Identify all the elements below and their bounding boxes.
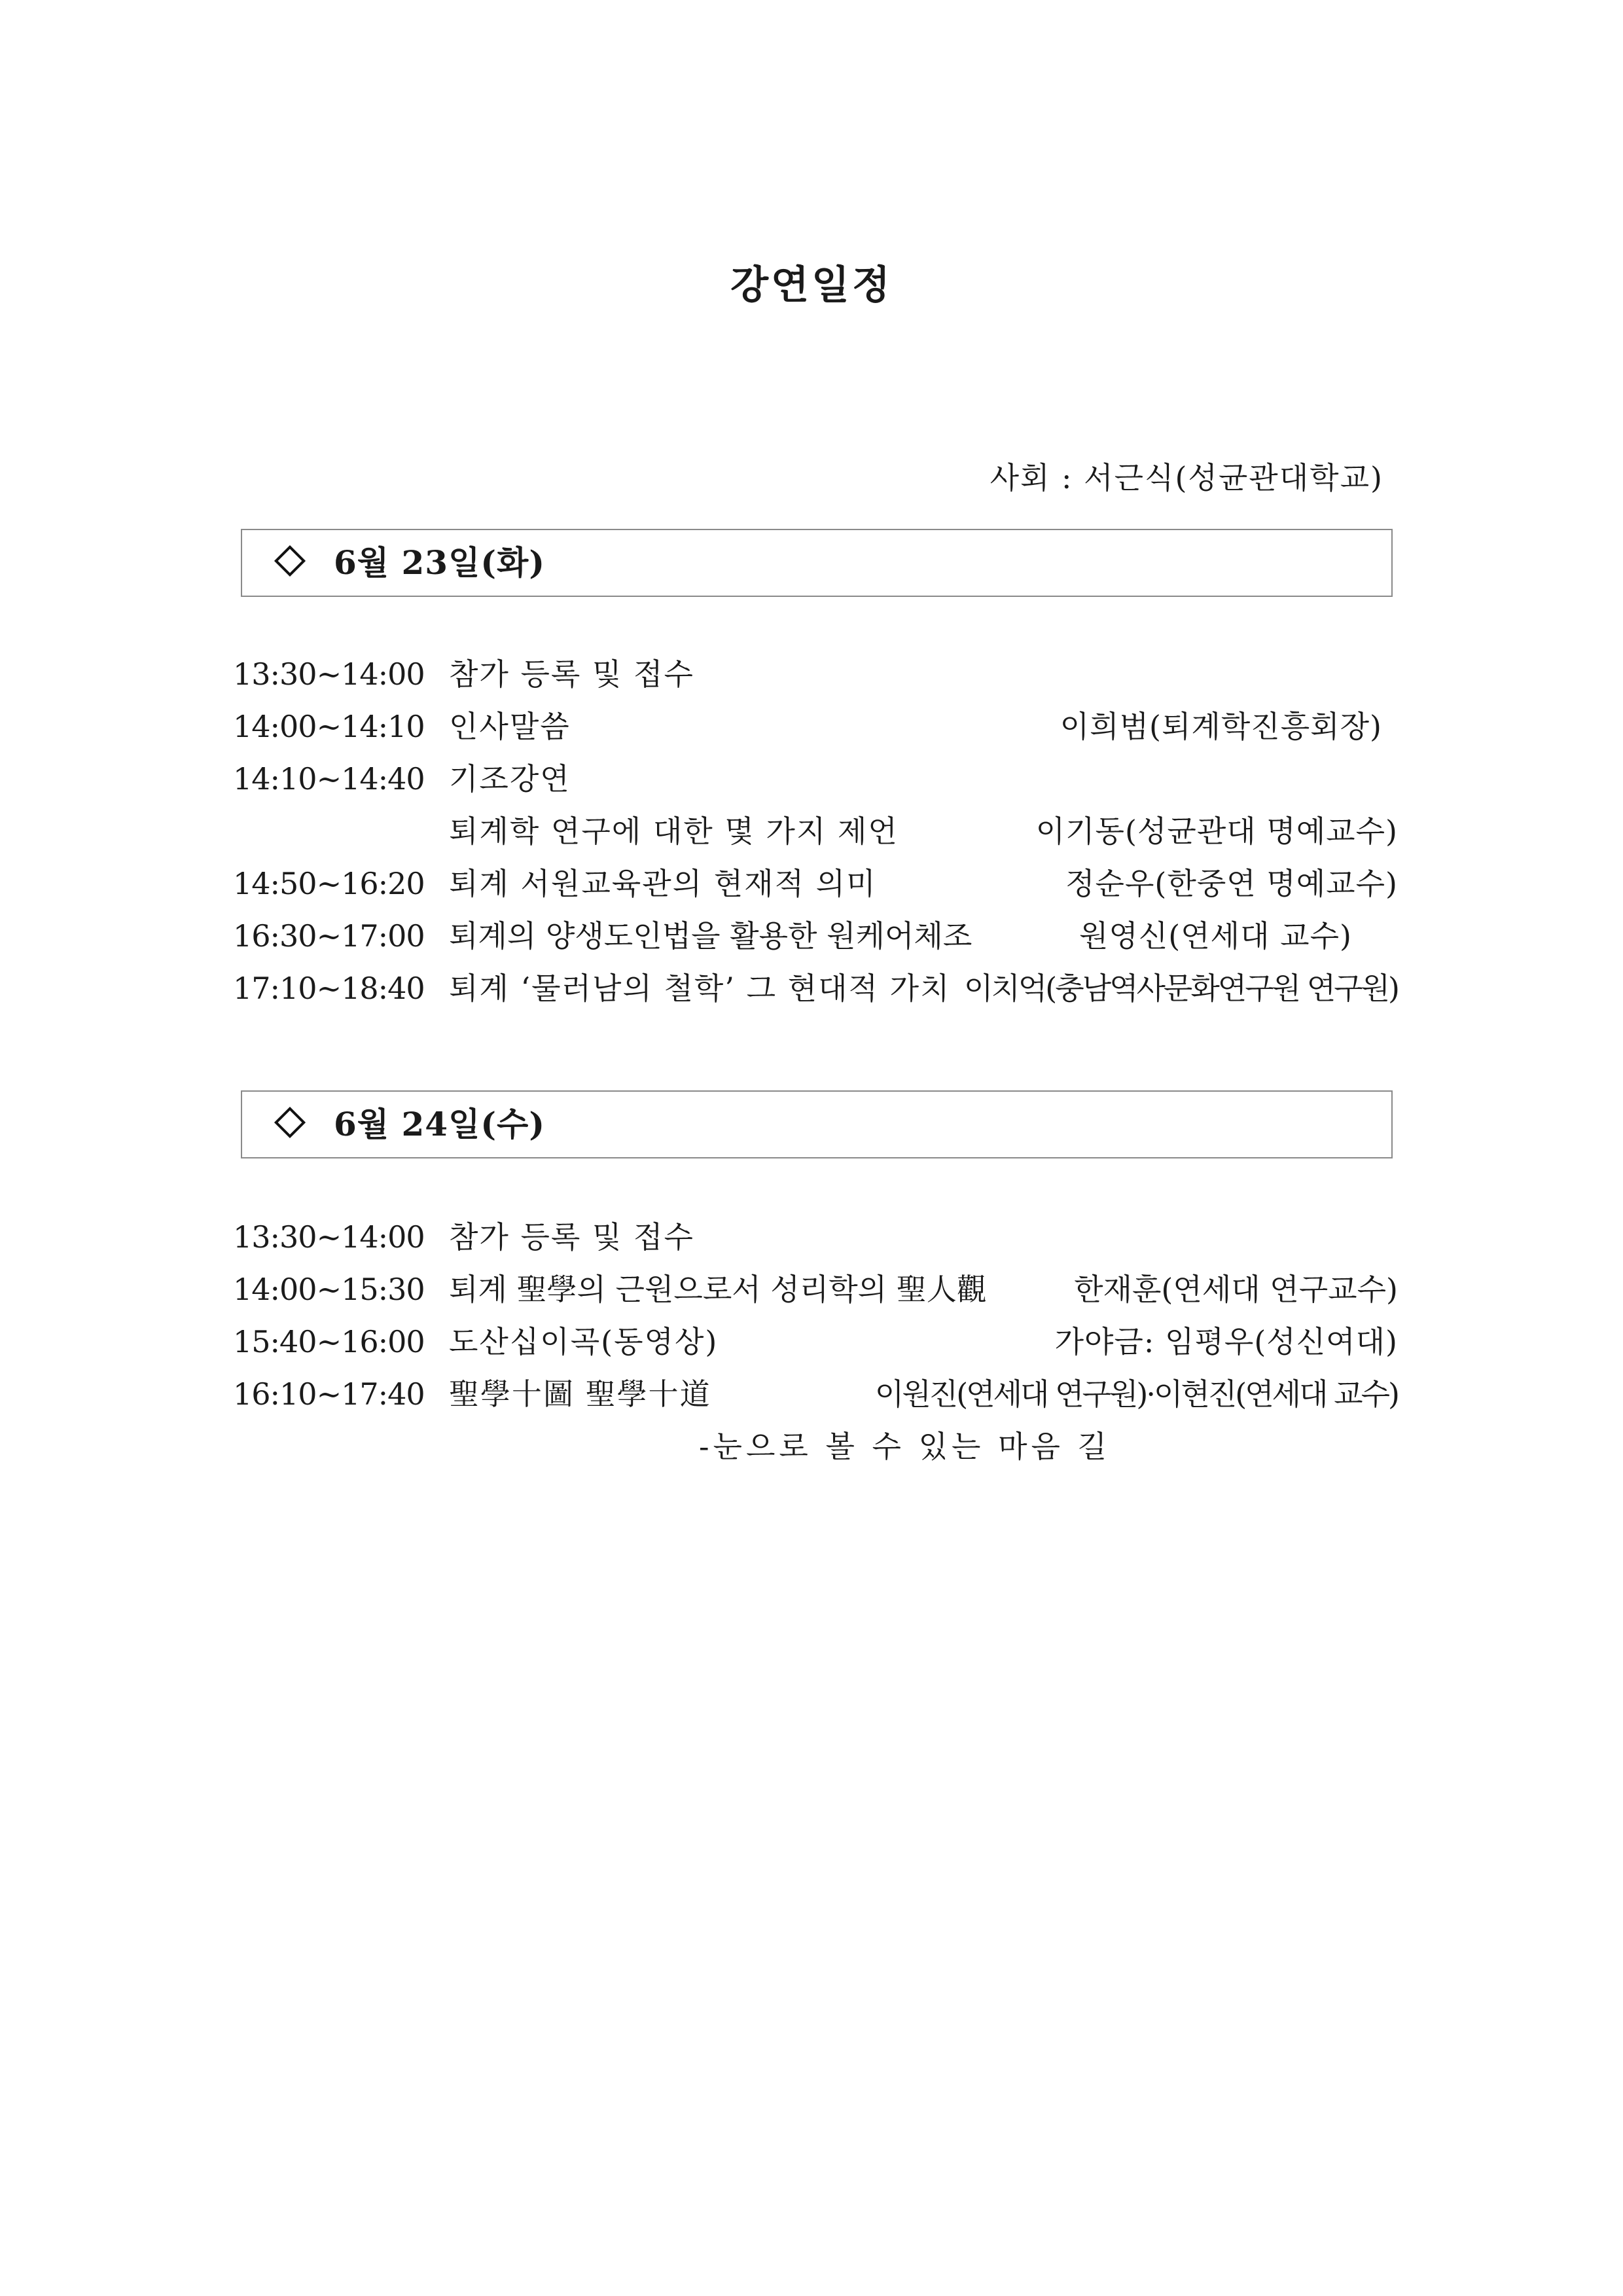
- schedule-row: [233, 1268, 1398, 1310]
- day-header-box-1: [241, 529, 1393, 597]
- session-time: 13:30~14:00: [233, 656, 425, 692]
- session-title: 聖學十圖 聖學十道: [449, 1376, 711, 1412]
- schedule-row: [233, 1216, 1398, 1258]
- schedule-row: [233, 758, 1398, 800]
- session-speaker: 이원진(연세대 연구원)·이현진(연세대 교수): [874, 1376, 1398, 1412]
- session-time: 13:30~14:00: [233, 1219, 425, 1255]
- session-title: 인사말씀: [449, 709, 571, 744]
- session-speaker: 원영신(연세대 교수): [1079, 918, 1352, 954]
- session-title: 퇴계 서원교육관의 현재적 의미: [449, 866, 877, 901]
- day-label-2: 6월 24일(수): [334, 1105, 545, 1143]
- session-time: 15:40~16:00: [233, 1324, 425, 1359]
- session-title: 퇴계의 양생도인법을 활용한 원케어체조: [449, 918, 972, 954]
- session-time: 17:10~18:40: [233, 971, 425, 1006]
- schedule-row: [233, 706, 1398, 747]
- moderator-line: 사회 : 서근식(성균관대학교): [990, 460, 1383, 495]
- schedule-row: [233, 967, 1398, 1009]
- session-subtitle: -눈으로 볼 수 있는 마음 길: [699, 1429, 1111, 1464]
- session-time: 16:30~17:00: [233, 918, 425, 954]
- session-title: 퇴계 ‘물러남의 철학’ 그 현대적 가치: [449, 971, 951, 1006]
- page-title: 강연일정: [730, 262, 893, 308]
- session-title: 참가 등록 및 접수: [449, 1219, 694, 1255]
- day-label-1: 6월 23일(화): [334, 543, 545, 582]
- session-title: 퇴계 聖學의 근원으로서 성리학의 聖人觀: [449, 1272, 987, 1307]
- session-time: 16:10~17:40: [233, 1376, 425, 1412]
- session-speaker: 정순우(한중연 명예교수): [1065, 866, 1398, 901]
- session-title: 참가 등록 및 접수: [449, 656, 694, 692]
- session-time: 14:00~14:10: [233, 709, 425, 744]
- session-speaker: 이기동(성균관대 명예교수): [1035, 814, 1398, 849]
- session-speaker: 이희범(퇴계학진흥회장): [1060, 709, 1382, 744]
- schedule-row: [233, 1373, 1398, 1415]
- diamond-icon: [274, 1107, 306, 1138]
- session-title: 도산십이곡(동영상): [449, 1324, 719, 1359]
- schedule-row: [233, 810, 1398, 852]
- session-speaker: 가야금: 임평우(성신여대): [1054, 1324, 1398, 1359]
- session-speaker: 이치억(충남역사문화연구원 연구원): [963, 971, 1398, 1006]
- schedule-row: [233, 863, 1398, 905]
- schedule-row: [233, 1321, 1398, 1363]
- session-time: 14:50~16:20: [233, 866, 425, 901]
- schedule-row: [233, 915, 1398, 957]
- session-time: 14:10~14:40: [233, 761, 425, 797]
- session-title: 퇴계학 연구에 대한 몇 가지 제언: [449, 814, 899, 849]
- session-title: 기조강연: [449, 761, 571, 797]
- day-header-box-2: [241, 1090, 1393, 1158]
- diamond-icon: [274, 545, 306, 577]
- schedule-row: [233, 653, 1398, 695]
- session-speaker: 한재훈(연세대 연구교수): [1074, 1272, 1398, 1307]
- session-time: 14:00~15:30: [233, 1272, 425, 1307]
